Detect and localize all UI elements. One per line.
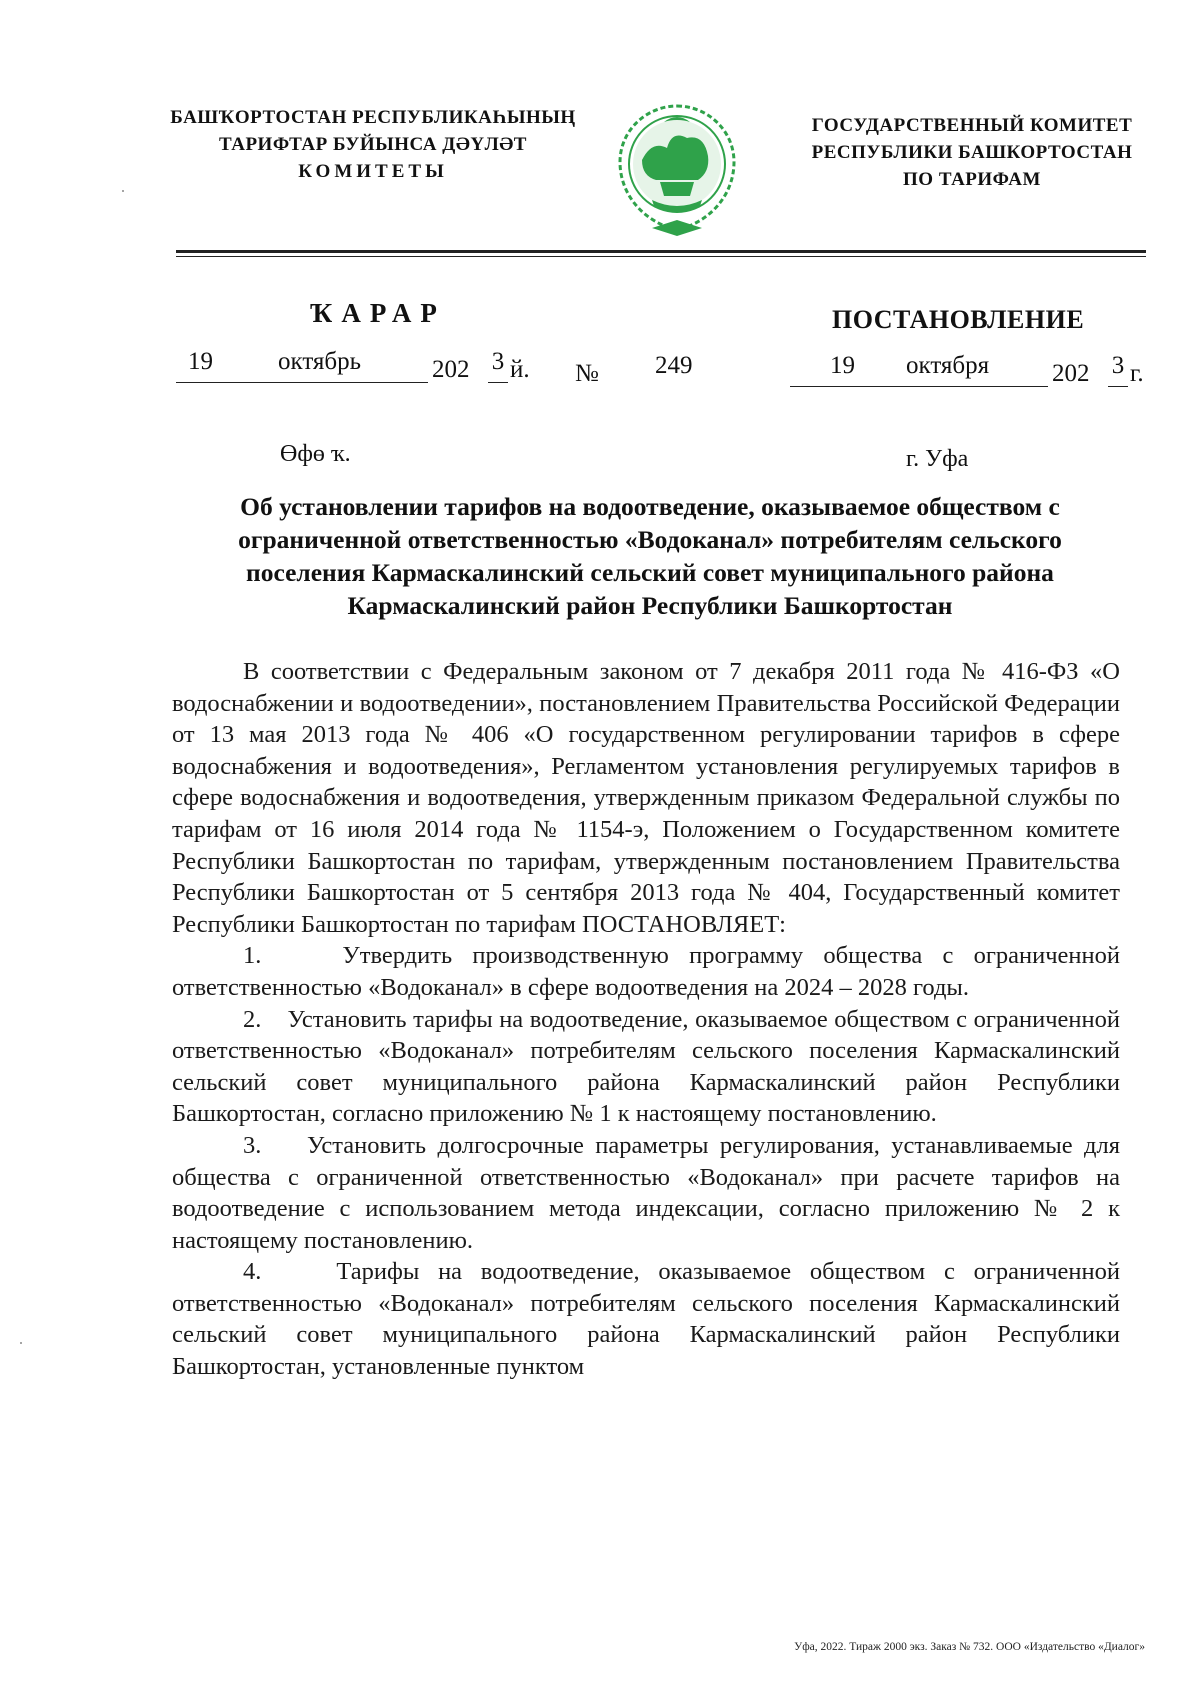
- clause-4: [172, 1256, 1120, 1382]
- clause-1: [172, 940, 1120, 1003]
- header-left-line: БАШҠОРТОСТАН РЕСПУБЛИКАҺЫНЫҢ: [170, 107, 576, 128]
- left-city: Өфө ҡ.: [280, 441, 351, 467]
- number-sign: №: [575, 360, 599, 387]
- left-date-day: 19: [188, 348, 213, 375]
- right-date-year-prefix: 202: [1052, 360, 1090, 387]
- header-divider-thin: [176, 256, 1146, 257]
- document-body: [172, 656, 1120, 1383]
- clause-number: 1.: [243, 942, 262, 970]
- heading-postanovlenie: ПОСТАНОВЛЕНИЕ: [832, 305, 1085, 334]
- printer-footer: Уфа, 2022. Тираж 2000 экз. Заказ № 732. ООО «Издательство «Диалог»: [794, 1641, 1145, 1653]
- clause-number: 2.: [243, 1005, 262, 1033]
- clause-text: Установить тарифы на водоотведение, оказываемое обществом с ограниченной ответственностью «Водоканал» потребителям сельского поселения Кармаскалинский сельский совет муниципального района Кармаскалинский район Республики Башкортостан, согласно приложению № 1 к настоящему постановлению.: [172, 1005, 1120, 1128]
- right-date-year-suffix: г.: [1130, 360, 1144, 387]
- header-right-line: ПО ТАРИФАМ: [903, 169, 1041, 190]
- preamble-paragraph: В соответствии с Федеральным законом от 7 декабря 2011 года № 416-ФЗ «О водоснабжении и водоотведении», постановлением Правительства Российской Федерации от 13 мая 2013 года № 406 «О государственном регулировании тарифов в сфере водоснабжения и водоотведения», Регламентом установления регулируемых тарифов в сфере водоснабжения и водоотведения, утвержденным приказом Федеральной службы по тарифам от 16 июля 2014 года № 1154-э, Положением о Государственном комитете Республики Башкортостан по тарифам, утвержденным постановлением Правительства Республики Башкортостан от 5 сентября 2013 года № 404, Государственный комитет Республики Башкортостан по тарифам ПОСТАНОВЛЯЕТ:: [172, 658, 1120, 938]
- left-date-year-suffix: й.: [510, 356, 530, 383]
- clause-number: 3.: [243, 1131, 262, 1159]
- header-right-line: РЕСПУБЛИКИ БАШКОРТОСТАН: [811, 142, 1133, 163]
- header-left-bashkir: [168, 104, 578, 185]
- title-line: Об установлении тарифов на водоотведение, оказываемое обществом с: [240, 492, 1060, 521]
- clause-2: [172, 1004, 1120, 1130]
- title-line: ограниченной ответственностью «Водоканал» потребителям сельского: [238, 525, 1062, 554]
- left-date-year-prefix: 202: [432, 356, 470, 383]
- left-date-month: октябрь: [278, 348, 362, 375]
- right-date-day: 19: [830, 352, 855, 379]
- left-date-year-digit: 3: [488, 348, 508, 383]
- scan-speck: [122, 190, 124, 192]
- clause-text: Установить долгосрочные параметры регулирования, устанавливаемые для общества с ограниченной ответственностью «Водоканал» при расчете тарифов на водоотведение с использованием метода индексации, согласно приложению № 2 к настоящему постановлению.: [172, 1131, 1121, 1254]
- emblem-icon: [612, 100, 742, 240]
- document-title: [180, 490, 1120, 622]
- header-right-russian: [782, 112, 1162, 193]
- title-line: Кармаскалинский район Республики Башкортостан: [347, 591, 953, 620]
- header-divider-thick: [176, 250, 1146, 253]
- clause-3: [172, 1130, 1120, 1256]
- header-right-line: ГОСУДАРСТВЕННЫЙ КОМИТЕТ: [811, 115, 1133, 136]
- coat-of-arms-emblem: [612, 100, 742, 240]
- decree-number: 249: [655, 352, 693, 379]
- scan-speck: [20, 1342, 22, 1344]
- header-left-line: КОМИТЕТЫ: [298, 161, 448, 182]
- heading-karar: ҠАРАР: [310, 298, 446, 328]
- clause-text: Утвердить производственную программу общества с ограниченной ответственностью «Водоканал» в сфере водоотведения на 2024 – 2028 годы.: [172, 942, 1121, 1001]
- right-date-year-digit: 3: [1108, 352, 1128, 387]
- clause-number: 4.: [243, 1258, 262, 1286]
- right-city: г. Уфа: [906, 446, 969, 472]
- right-date-month: октября: [906, 352, 990, 379]
- clause-text: Тарифы на водоотведение, оказываемое обществом с ограниченной ответственностью «Водоканал» потребителям сельского поселения Кармаскалинский сельский совет муниципального района Кармаскалинский район Республики Башкортостан, установленные пунктом: [172, 1258, 1120, 1381]
- header-left-line: ТАРИФТАР БУЙЫНСА ДӘҮЛӘТ: [219, 134, 527, 155]
- title-line: поселения Кармаскалинский сельский совет муниципального района: [246, 558, 1054, 587]
